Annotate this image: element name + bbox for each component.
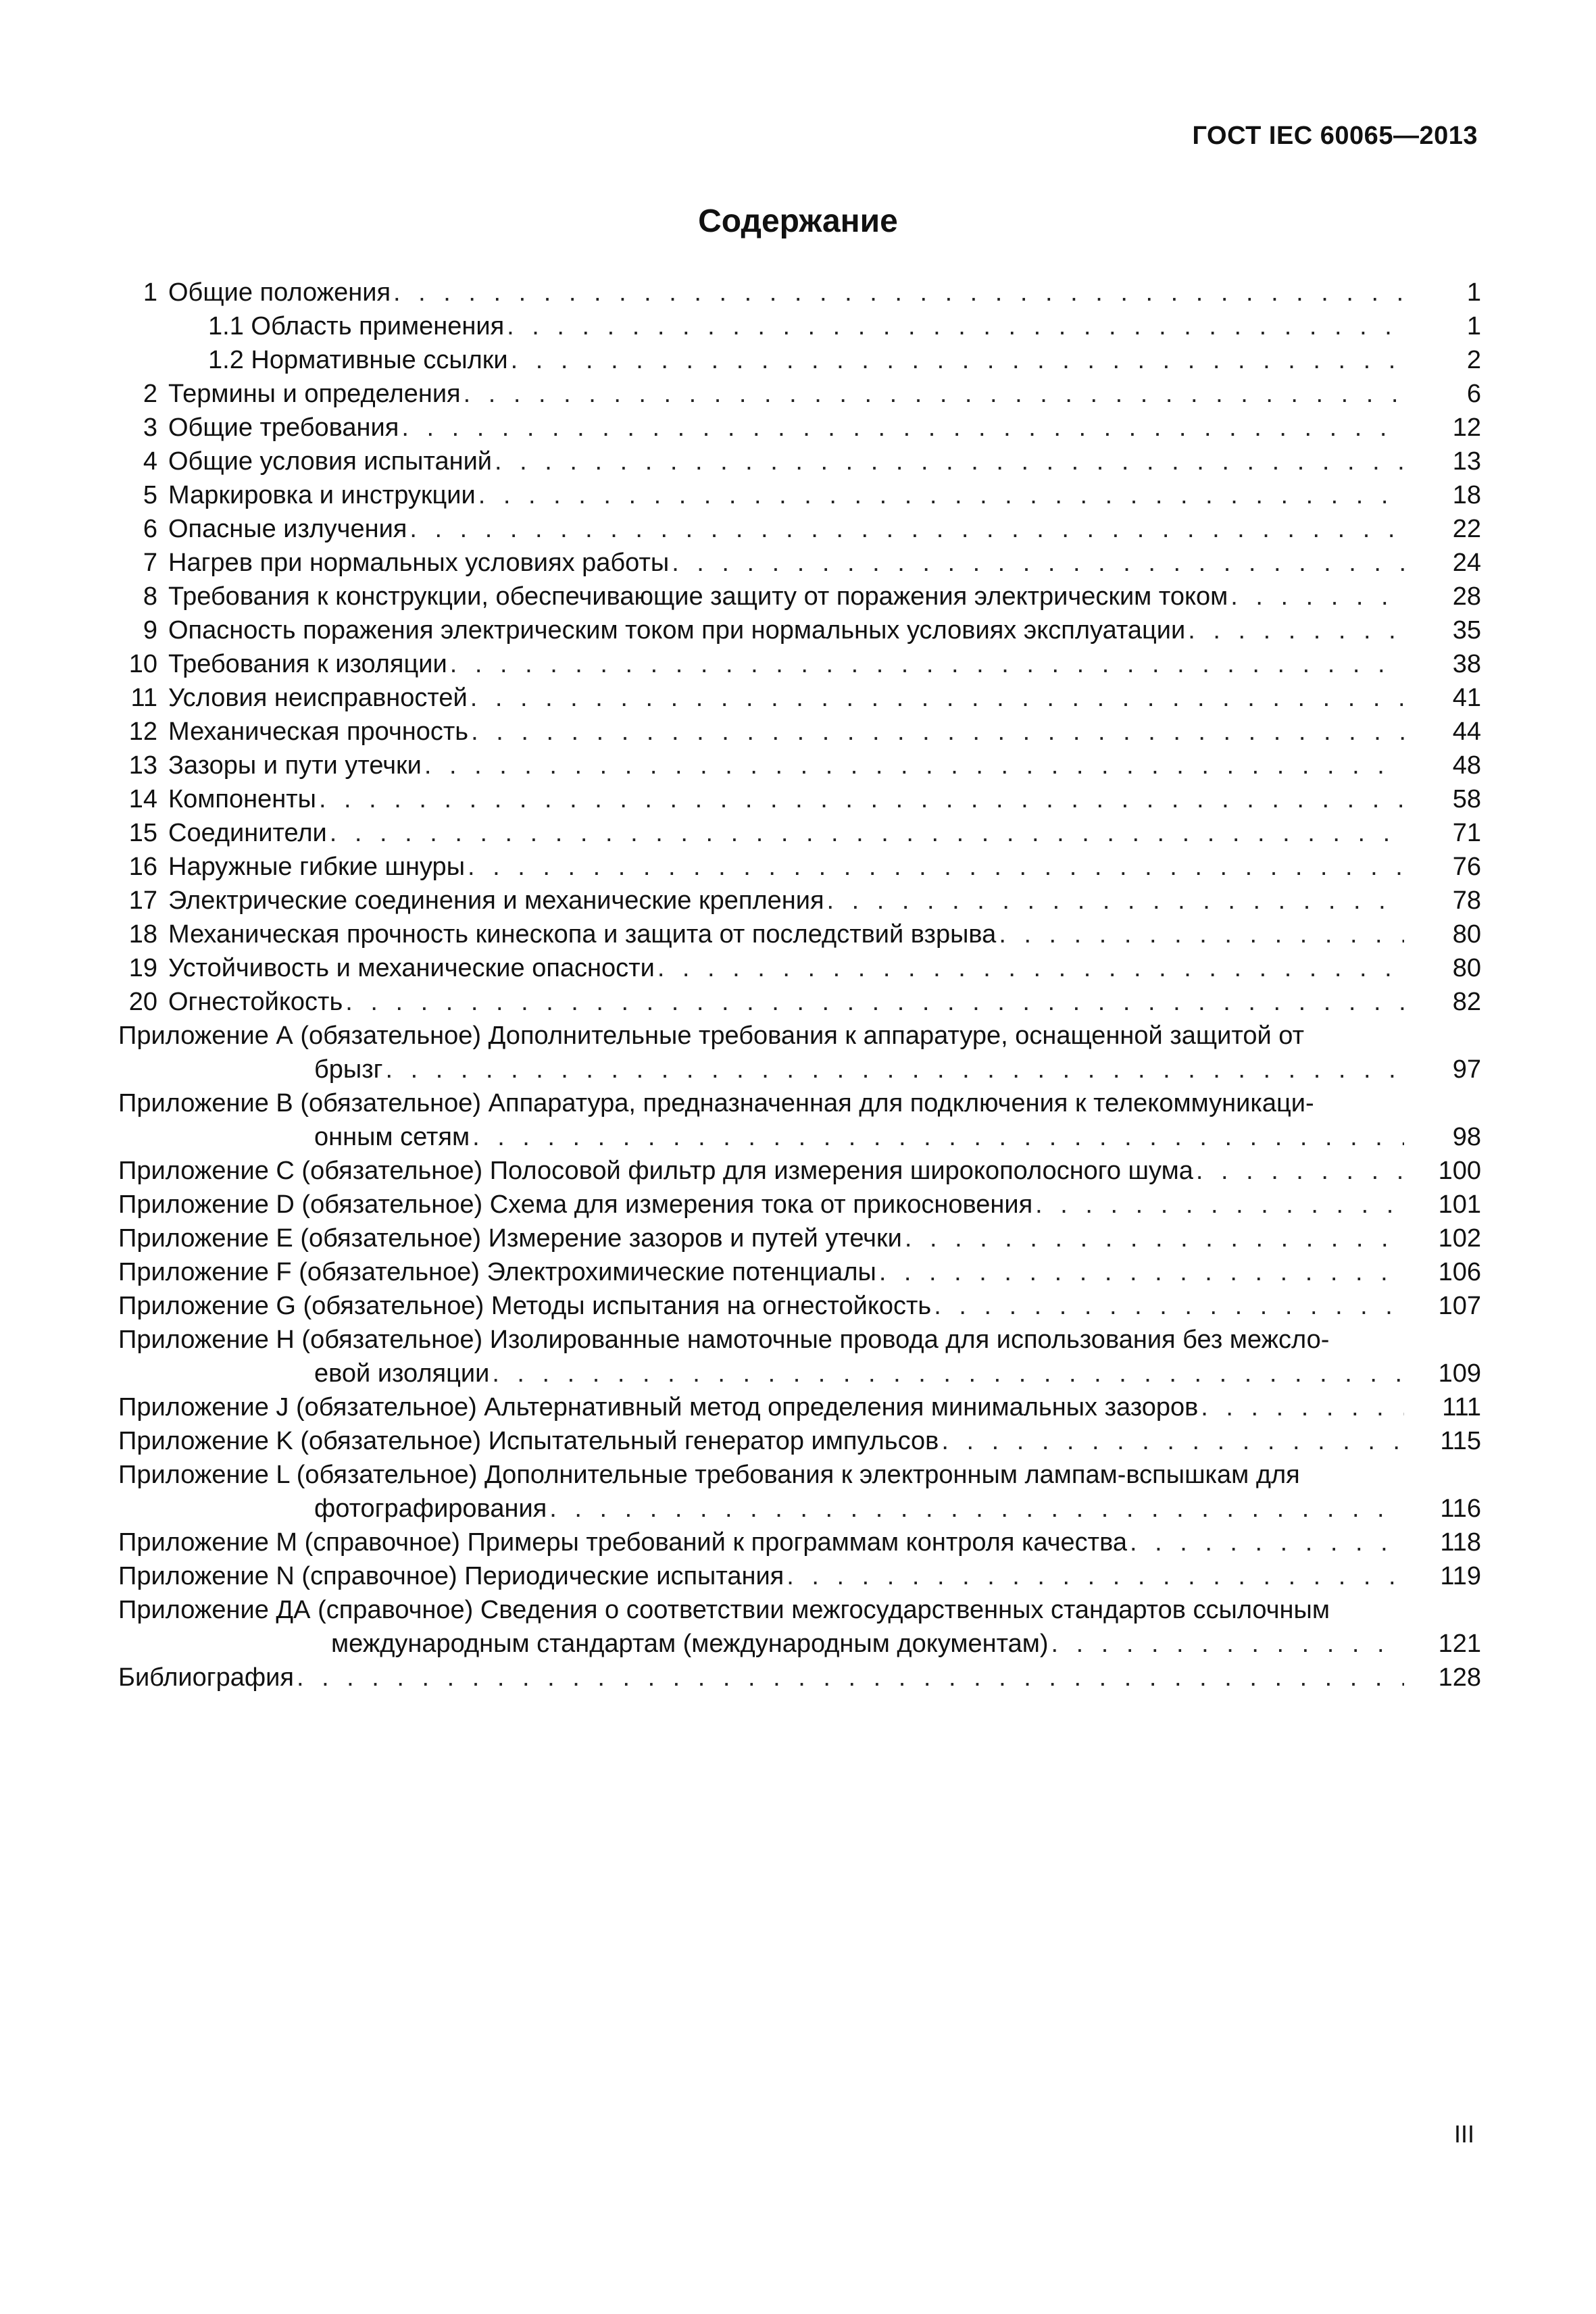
toc-entry-number: 9	[143, 616, 157, 645]
toc-entry[interactable]	[118, 850, 1481, 884]
toc-entry-page: 76	[1452, 853, 1481, 881]
toc-entry-title: 1.2 Нормативные ссылки	[208, 346, 508, 374]
toc-entry-annex[interactable]	[118, 1323, 1481, 1390]
toc-entry-page: 82	[1452, 988, 1481, 1016]
toc-entry[interactable]	[118, 681, 1481, 715]
toc-title: Содержание	[698, 203, 898, 239]
toc-entry-title: Электрические соединения и механические крепления	[168, 886, 824, 915]
dot-leader	[409, 512, 1404, 546]
dot-leader	[934, 1289, 1404, 1323]
toc-entry-number: 1	[143, 278, 157, 307]
toc-entry-number: 13	[128, 751, 157, 780]
toc-entry-number: 14	[128, 785, 157, 813]
toc-entry[interactable]	[118, 647, 1481, 681]
toc-entry[interactable]	[118, 445, 1481, 478]
toc-entry-title: Приложение H (обязательное) Изолированные намоточные провода для использования без межсло-	[118, 1326, 1330, 1354]
dot-leader	[424, 749, 1404, 782]
toc-entry[interactable]	[118, 613, 1481, 647]
dot-leader	[450, 647, 1404, 681]
toc-entry-annex[interactable]	[118, 1593, 1481, 1661]
toc-entry-page: 100	[1438, 1157, 1481, 1185]
toc-entry-page: 107	[1438, 1292, 1481, 1320]
dot-leader	[1035, 1188, 1404, 1222]
toc-entry-annex[interactable]	[118, 1289, 1481, 1323]
toc-entry-number: 11	[130, 684, 157, 712]
toc-entry[interactable]	[118, 377, 1481, 411]
toc-entry-title: Приложение J (обязательное) Альтернативный метод определения минимальных зазоров	[118, 1393, 1199, 1422]
dot-leader	[827, 884, 1404, 917]
toc-entry-title: Наружные гибкие шнуры	[168, 853, 466, 881]
toc-entry-annex[interactable]	[118, 1458, 1481, 1526]
toc-entry-page: 116	[1440, 1494, 1481, 1523]
toc-entry-number: 4	[143, 447, 157, 476]
toc-entry-title: Опасные излучения	[168, 515, 407, 543]
toc-entry-title: Требования к конструкции, обеспечивающие защиту от поражения электрическим током	[168, 582, 1228, 611]
toc-entry-title: Условия неисправностей	[168, 684, 468, 712]
toc-entry-title: Компоненты	[168, 785, 316, 813]
dot-leader	[492, 1357, 1404, 1390]
toc-entry-annex[interactable]	[118, 1019, 1481, 1086]
toc-entry[interactable]	[118, 411, 1481, 445]
toc-entry-title: Нагрев при нормальных условиях работы	[168, 549, 670, 577]
toc-entry-title: Общие условия испытаний	[168, 447, 493, 476]
toc-entry-annex[interactable]	[118, 1188, 1481, 1222]
toc-entry-page: 128	[1438, 1663, 1481, 1692]
dot-leader	[330, 816, 1404, 850]
toc-entry-title-continued: евой изоляции	[314, 1359, 490, 1388]
toc-entry-page: 80	[1452, 954, 1481, 982]
dot-leader	[471, 715, 1404, 749]
toc-entry[interactable]	[118, 276, 1481, 309]
toc-entry-annex[interactable]	[118, 1222, 1481, 1255]
toc-entry-page: 28	[1452, 582, 1481, 611]
toc-entry-annex[interactable]	[118, 1424, 1481, 1458]
toc-entry-page: 1	[1466, 278, 1481, 307]
toc-entry[interactable]	[118, 917, 1481, 951]
dot-leader	[1188, 613, 1404, 647]
dot-leader	[507, 309, 1404, 343]
toc-entry-title-continued: фотографирования	[314, 1494, 547, 1523]
toc-entry-title: Зазоры и пути утечки	[168, 751, 422, 780]
dot-leader	[1230, 580, 1404, 613]
dot-leader	[1051, 1627, 1404, 1661]
toc-entry-title: Приложение А (обязательное) Дополнительные требования к аппаратуре, оснащенной защитой от	[118, 1022, 1304, 1050]
dot-leader	[1201, 1390, 1404, 1424]
page-number: III	[1453, 2120, 1474, 2148]
toc-entry-title: Огнестойкость	[168, 988, 343, 1016]
dot-leader	[468, 850, 1404, 884]
toc-entry-number: 19	[128, 954, 157, 982]
toc-entry-title: 1.1 Область применения	[208, 312, 505, 341]
toc-entry-number: 2	[143, 380, 157, 408]
toc-entry-page: 48	[1452, 751, 1481, 780]
toc-entry-title: Термины и определения	[168, 380, 461, 408]
toc-entry-number: 17	[128, 886, 157, 915]
toc-entry-page: 2	[1466, 346, 1481, 374]
toc-entry-page: 78	[1452, 886, 1481, 915]
toc-entry-page: 18	[1452, 481, 1481, 509]
toc-entry-title: Приложение M (справочное) Примеры требований к программам контроля качества	[118, 1528, 1127, 1557]
dot-leader	[345, 985, 1404, 1019]
dot-leader	[941, 1424, 1404, 1458]
toc-entry[interactable]	[118, 749, 1481, 782]
standard-code: ГОСТ IEC 60065—2013	[1192, 122, 1478, 150]
toc-entry-bibliography[interactable]	[118, 1661, 1481, 1694]
dot-leader	[393, 276, 1404, 309]
toc-entry-title: Механическая прочность кинескопа и защита от последствий взрыва	[168, 920, 997, 949]
toc-entry-page: 58	[1452, 785, 1481, 813]
toc-entry-title: Общие требования	[168, 413, 399, 442]
toc-entry-page: 101	[1438, 1190, 1481, 1219]
toc-entry-page: 97	[1452, 1055, 1481, 1084]
dot-leader	[319, 782, 1404, 816]
toc-entry-title: Опасность поражения электрическим током при нормальных условиях эксплуатации	[168, 616, 1186, 645]
toc-entry-title: Библиография	[118, 1663, 294, 1692]
toc-entry-page: 80	[1452, 920, 1481, 949]
toc-entry[interactable]	[118, 985, 1481, 1019]
toc-entry-number: 10	[128, 650, 157, 678]
toc-entry[interactable]	[118, 309, 1481, 343]
toc-entry-annex[interactable]	[118, 1390, 1481, 1424]
dot-leader	[1130, 1526, 1404, 1559]
toc-entry-title-continued: брызг	[314, 1055, 383, 1084]
toc-entry[interactable]	[118, 782, 1481, 816]
toc-entry-title: Приложение K (обязательное) Испытательный генератор импульсов	[118, 1427, 939, 1455]
toc-entry-page: 121	[1438, 1630, 1481, 1658]
toc-entry[interactable]	[118, 546, 1481, 580]
toc-entry-page: 41	[1452, 684, 1481, 712]
toc-entry-number: 5	[143, 481, 157, 509]
dot-leader	[999, 917, 1404, 951]
dot-leader	[386, 1053, 1405, 1086]
toc-entry-number: 8	[143, 582, 157, 611]
dot-leader	[495, 445, 1404, 478]
dot-leader	[905, 1222, 1404, 1255]
toc-entry-page: 98	[1452, 1123, 1481, 1151]
toc-entry-page: 119	[1440, 1562, 1481, 1590]
toc-entry-page: 44	[1452, 718, 1481, 746]
toc-entry-title: Требования к изоляции	[168, 650, 447, 678]
toc-entry-page: 1	[1466, 312, 1481, 341]
toc-entry-number: 15	[128, 819, 157, 847]
toc-entry-number: 12	[128, 718, 157, 746]
toc-entry-page: 115	[1440, 1427, 1481, 1455]
toc-entry-number: 6	[143, 515, 157, 543]
dot-leader	[787, 1559, 1404, 1593]
toc-entry-page: 35	[1452, 616, 1481, 645]
toc-entry-page: 12	[1452, 413, 1481, 442]
toc-entry-page: 38	[1452, 650, 1481, 678]
toc-entry-title: Приложение ДА (справочное) Сведения о соответствии межгосударственных стандартов ссылочным	[118, 1596, 1330, 1624]
toc-entry-page: 118	[1440, 1528, 1481, 1557]
dot-leader	[879, 1255, 1404, 1289]
toc-entry-page: 102	[1438, 1224, 1481, 1253]
toc-entry-title: Приложение C (обязательное) Полосовой фильтр для измерения широкополосного шума	[118, 1157, 1193, 1185]
toc-entry-number: 3	[143, 413, 157, 442]
toc-entry[interactable]	[118, 512, 1481, 546]
dot-leader	[478, 478, 1404, 512]
dot-leader	[470, 681, 1404, 715]
table-of-contents	[118, 276, 1481, 1694]
dot-leader	[297, 1661, 1404, 1694]
toc-entry-page: 106	[1438, 1258, 1481, 1286]
toc-entry[interactable]	[118, 478, 1481, 512]
toc-entry-title: Приложение G (обязательное) Методы испытания на огнестойкость	[118, 1292, 932, 1320]
dot-leader	[672, 546, 1404, 580]
toc-entry-title: Приложение N (справочное) Периодические испытания	[118, 1562, 784, 1590]
toc-entry-title-continued: онным сетям	[314, 1123, 470, 1151]
dot-leader	[657, 951, 1404, 985]
toc-entry-title: Устойчивость и механические опасности	[168, 954, 655, 982]
toc-entry-title: Механическая прочность	[168, 718, 469, 746]
toc-entry-annex[interactable]	[118, 1255, 1481, 1289]
toc-entry-number: 18	[128, 920, 157, 949]
toc-entry-title: Маркировка и инструкции	[168, 481, 476, 509]
toc-entry-page: 22	[1452, 515, 1481, 543]
toc-entry-page: 111	[1442, 1393, 1481, 1422]
toc-entry-title-continued: международным стандартам (международным документам)	[331, 1630, 1049, 1658]
toc-entry[interactable]	[118, 884, 1481, 917]
toc-entry-page: 13	[1452, 447, 1481, 476]
toc-entry-page: 6	[1466, 380, 1481, 408]
dot-leader	[1196, 1154, 1404, 1188]
toc-entry-page: 24	[1452, 549, 1481, 577]
toc-entry-title: Приложение B (обязательное) Аппаратура, предназначенная для подключения к телекоммуникаци-	[118, 1089, 1314, 1117]
toc-entry-page: 109	[1438, 1359, 1481, 1388]
toc-entry-annex[interactable]	[118, 1086, 1481, 1154]
toc-entry-annex[interactable]	[118, 1559, 1481, 1593]
toc-entry-number: 20	[128, 988, 157, 1016]
dot-leader	[401, 411, 1404, 445]
dot-leader	[464, 377, 1404, 411]
toc-entry-annex[interactable]	[118, 1154, 1481, 1188]
toc-entry-page: 71	[1452, 819, 1481, 847]
toc-entry-annex[interactable]	[118, 1526, 1481, 1559]
toc-entry-title: Приложение F (обязательное) Электрохимические потенциалы	[118, 1258, 876, 1286]
toc-entry[interactable]	[118, 816, 1481, 850]
toc-entry-title: Соединители	[168, 819, 327, 847]
toc-entry-number: 16	[128, 853, 157, 881]
toc-entry-title: Общие положения	[168, 278, 391, 307]
toc-entry-title: Приложение L (обязательное) Дополнительные требования к электронным лампам-вспышкам для	[118, 1461, 1300, 1489]
toc-entry-title: Приложение D (обязательное) Схема для измерения тока от прикосновения	[118, 1190, 1033, 1219]
toc-entry[interactable]	[118, 580, 1481, 613]
toc-entry[interactable]	[118, 715, 1481, 749]
toc-entry-number: 7	[143, 549, 157, 577]
toc-entry[interactable]	[118, 343, 1481, 377]
dot-leader	[511, 343, 1404, 377]
dot-leader	[549, 1492, 1404, 1526]
toc-entry-title: Приложение E (обязательное) Измерение зазоров и путей утечки	[118, 1224, 902, 1253]
dot-leader	[472, 1120, 1404, 1154]
toc-entry[interactable]	[118, 951, 1481, 985]
